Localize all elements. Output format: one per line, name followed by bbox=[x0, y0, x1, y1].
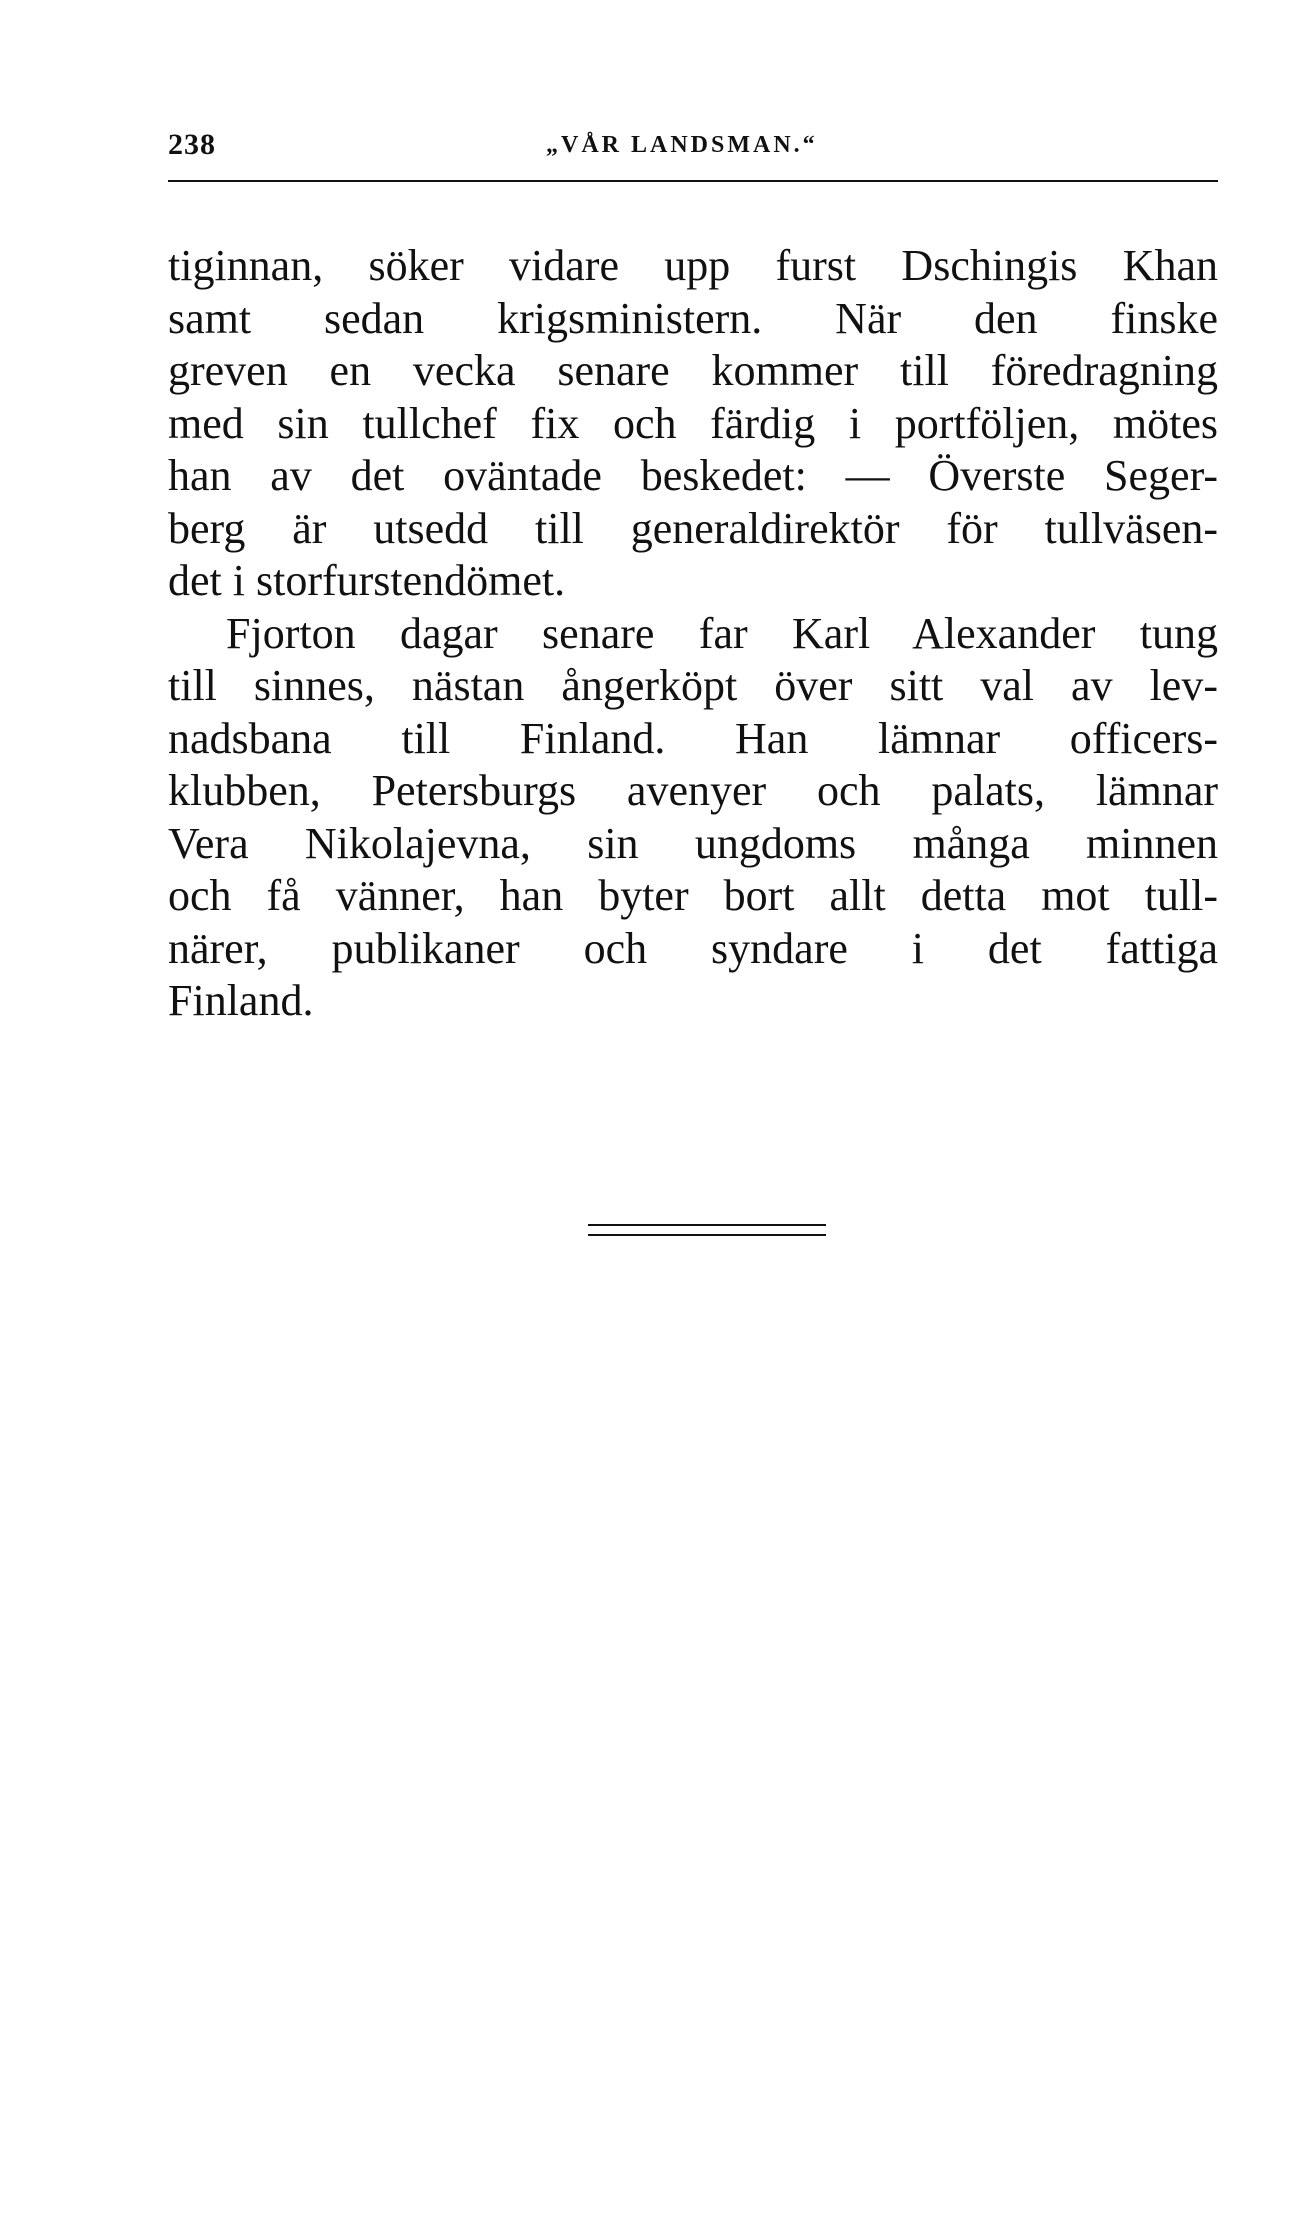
text-line: nadsbana till Finland. Han lämnar officers- bbox=[168, 713, 1218, 763]
text-line: Fjorton dagar senare far Karl Alexander tung bbox=[226, 608, 1218, 658]
text-line: till sinnes, nästan ångerköpt över sitt val av lev- bbox=[168, 661, 1218, 710]
text-line: samt sedan krigsministern. När den finske bbox=[168, 293, 1218, 343]
text-line: Finland. bbox=[168, 976, 314, 1025]
text-line: Vera Nikolajevna, sin ungdoms många minnen bbox=[168, 818, 1218, 868]
text-line: närer, publikaner och syndare i det fattiga bbox=[168, 923, 1218, 973]
text-line: med sin tullchef fix och färdig i portföljen, mötes bbox=[168, 398, 1218, 448]
paragraph-2 bbox=[168, 608, 1218, 1028]
running-title: „VÅR LANDSMAN.“ bbox=[546, 132, 818, 158]
header-rule bbox=[168, 180, 1218, 182]
page-header bbox=[168, 128, 1218, 172]
text-line: klubben, Petersburgs avenyer och palats, lämnar bbox=[168, 766, 1218, 815]
body-text bbox=[168, 240, 1218, 1028]
text-line: och få vänner, han byter bort allt detta mot tull- bbox=[168, 871, 1218, 920]
text-line: greven en vecka senare kommer till föredragning bbox=[168, 346, 1218, 395]
section-end-rule bbox=[588, 1224, 826, 1236]
text-line: tiginnan, söker vidare upp furst Dschingis Khan bbox=[168, 241, 1218, 290]
text-line: han av det oväntade beskedet: — Överste Seger- bbox=[168, 451, 1218, 500]
text-line: berg är utsedd till generaldirektör för tullväsen- bbox=[168, 503, 1218, 553]
page-number: 238 bbox=[168, 128, 216, 161]
text-line: det i storfurstendömet. bbox=[168, 556, 566, 605]
paragraph-1 bbox=[168, 240, 1218, 608]
